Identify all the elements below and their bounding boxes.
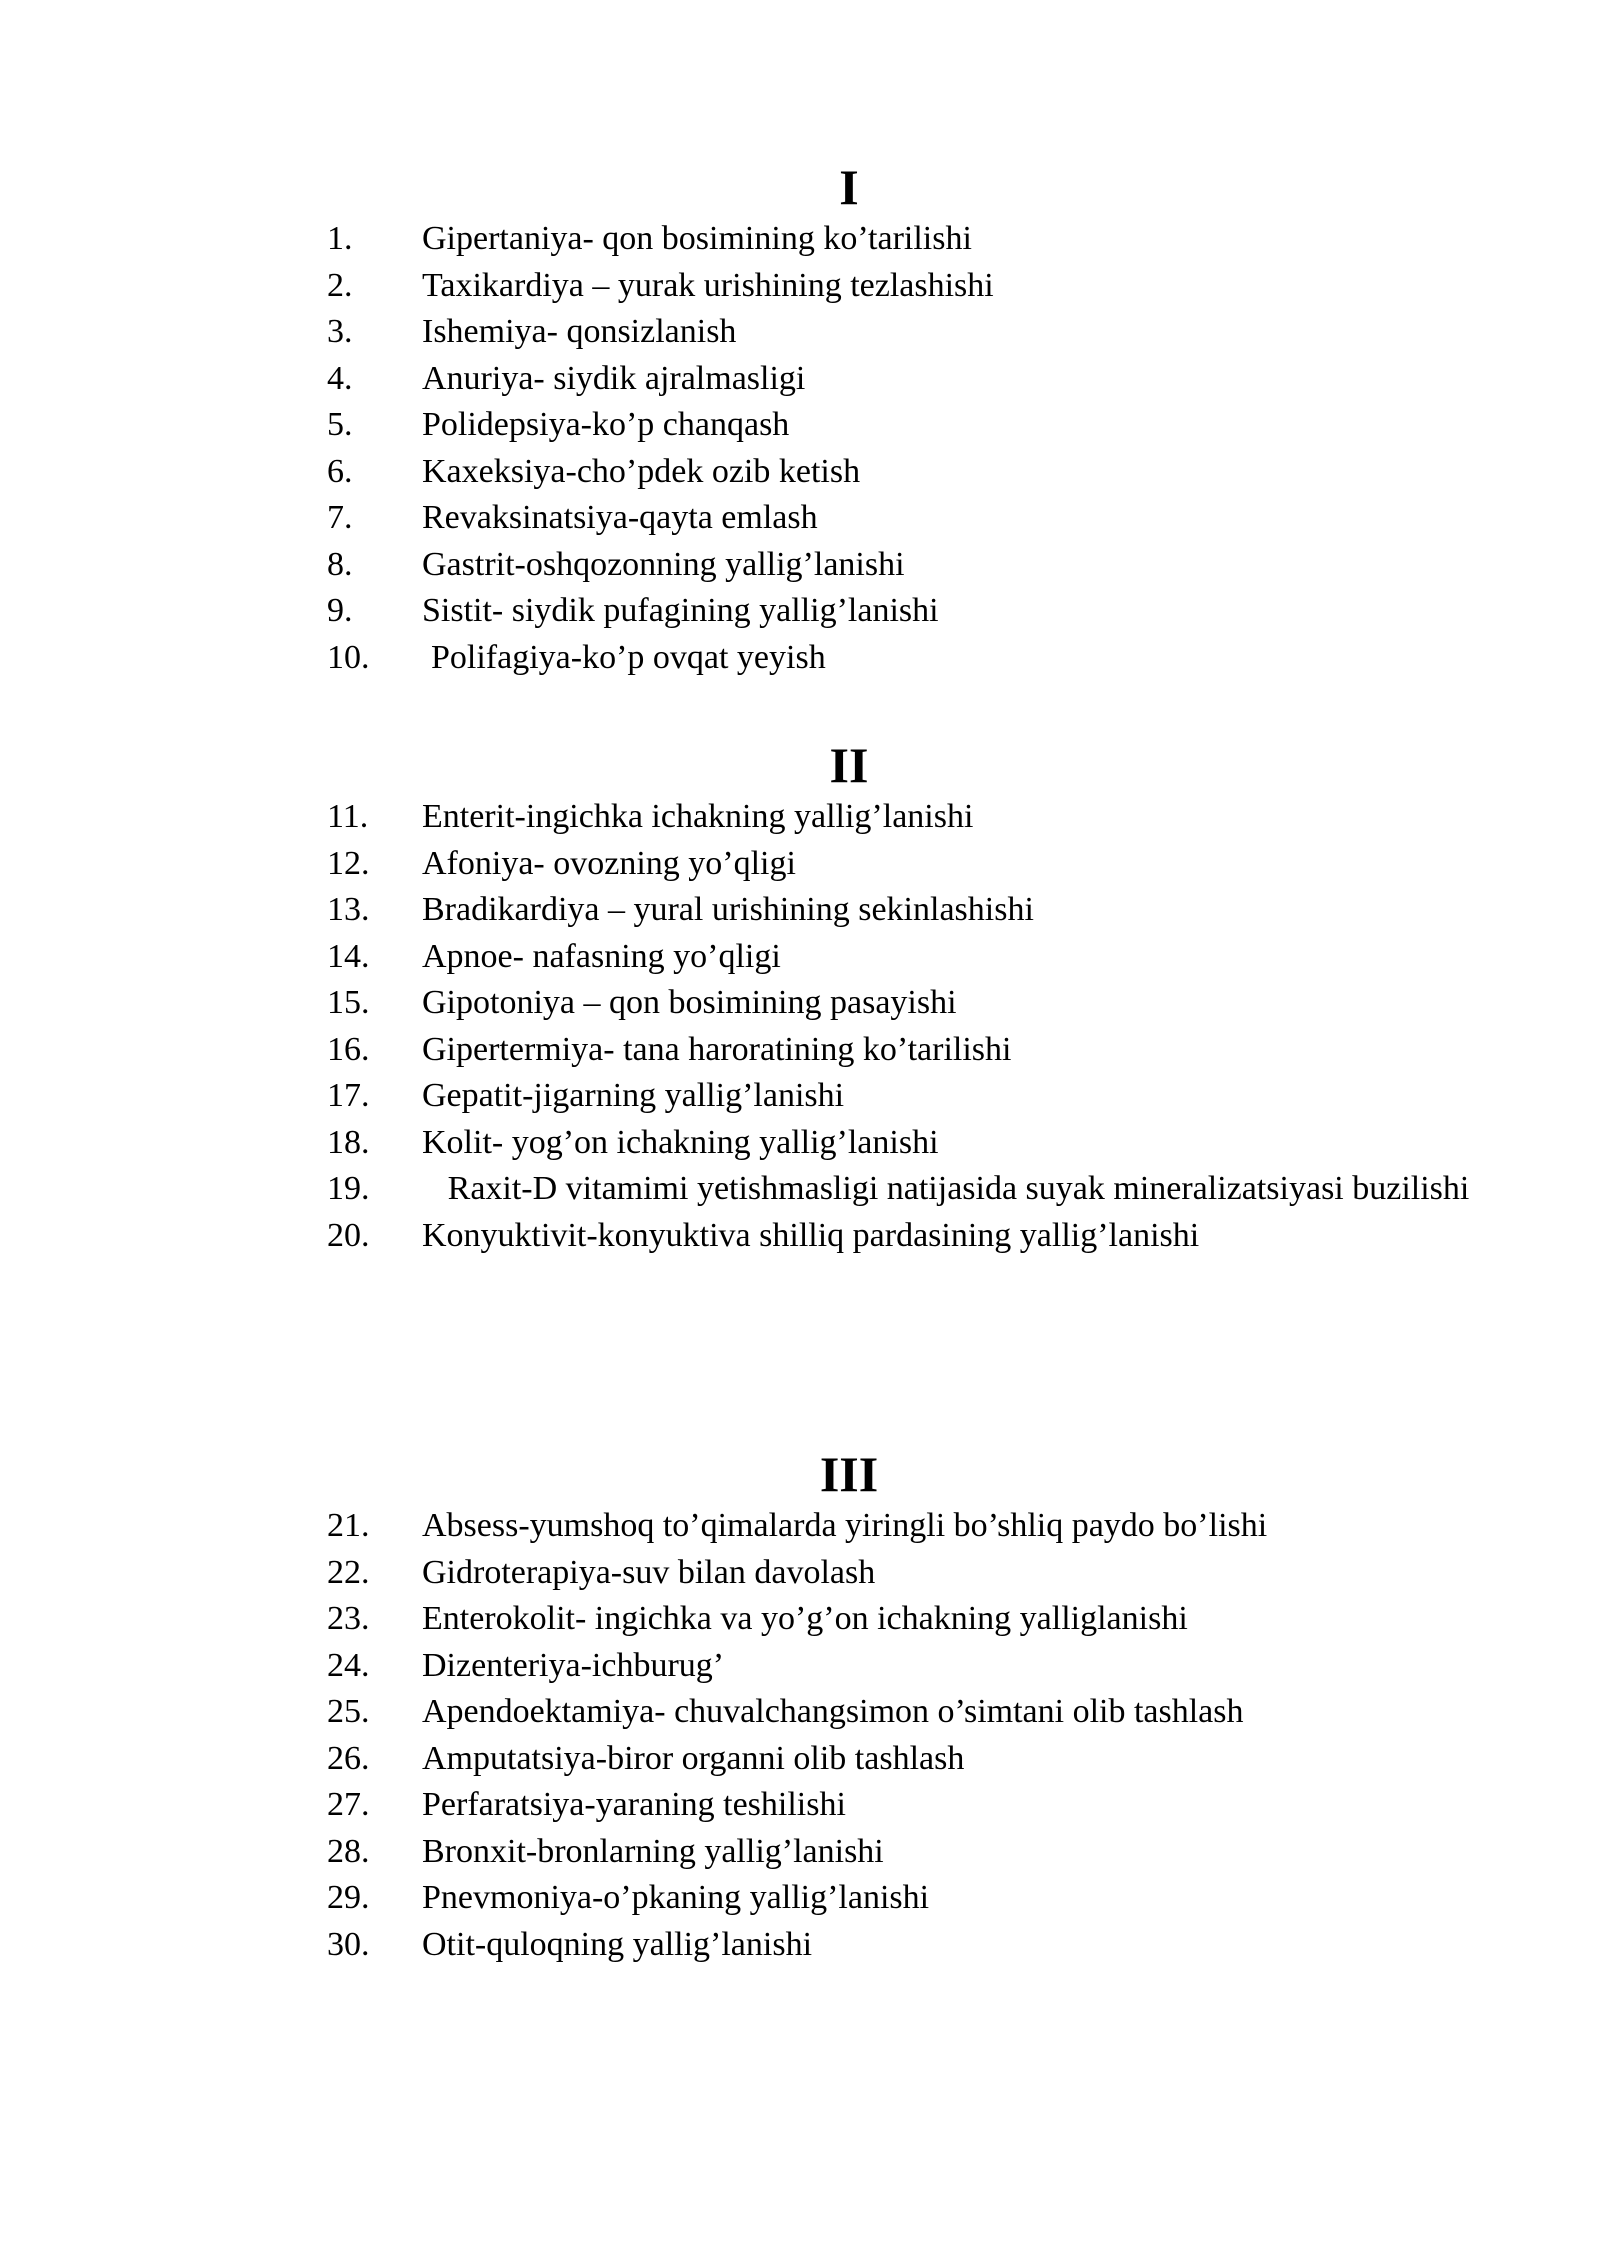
item-text: Gipotoniya – qon bosimining pasayishi — [422, 984, 957, 1021]
list-item — [0, 1922, 1600, 1969]
list-item — [0, 1027, 1600, 1074]
item-number: 5. — [327, 406, 353, 443]
term-list — [0, 216, 1600, 681]
list-item — [0, 588, 1600, 635]
item-number: 13. — [327, 891, 370, 928]
list-item — [0, 934, 1600, 981]
item-number: 29. — [327, 1879, 370, 1916]
item-text: Otit-quloqning yallig’lanishi — [422, 1925, 813, 1963]
item-text: Gidroterapiya-suv bilan davolash — [422, 1553, 876, 1591]
item-text: Konyuktivit-konyuktiva shilliq pardasining yallig’lanishi — [422, 1216, 1200, 1254]
list-item — [0, 1829, 1600, 1876]
item-number: 28. — [327, 1832, 370, 1870]
section-heading: I — [839, 159, 859, 215]
item-number: 4. — [327, 359, 353, 397]
item-number: 20. — [327, 1216, 370, 1254]
list-item — [0, 1689, 1600, 1736]
item-text: Apnoe- nafasning yo’qligi — [422, 937, 781, 975]
item-text: Gepatit-jigarning yallig’lanishi — [422, 1077, 845, 1114]
list-item — [0, 1073, 1600, 1120]
section-3 — [0, 1445, 1600, 1968]
item-number: 18. — [327, 1123, 370, 1161]
list-item — [0, 887, 1600, 934]
item-text: Sistit- siydik pufagining yallig’lanishi — [422, 592, 939, 629]
item-number: 2. — [327, 266, 353, 304]
term-list — [0, 794, 1600, 1259]
list-item — [0, 402, 1600, 449]
list-item — [0, 495, 1600, 542]
item-number: 15. — [327, 984, 370, 1021]
item-text: Raxit-D vitamimi yetishmasligi natijasida suyak mineralizatsiyasi buzilishi — [447, 1170, 1470, 1207]
list-item — [0, 449, 1600, 496]
item-text: Amputatsiya-biror organni olib tashlash — [422, 1739, 965, 1777]
list-item — [0, 263, 1600, 310]
item-text: Gipertaniya- qon bosimining ko’tarilishi — [422, 220, 972, 257]
item-number: 8. — [327, 545, 353, 583]
item-text: Bronxit-bronlarning yallig’lanishi — [422, 1832, 884, 1870]
item-number: 30. — [327, 1925, 370, 1963]
list-item — [0, 841, 1600, 888]
list-item — [0, 1213, 1600, 1260]
item-number: 21. — [327, 1507, 370, 1544]
list-item — [0, 1643, 1600, 1690]
item-text: Absess-yumshoq to’qimalarda yiringli bo’shliq paydo bo’lishi — [422, 1507, 1268, 1544]
item-number: 9. — [327, 592, 353, 629]
list-item — [0, 1782, 1600, 1829]
item-text: Perfaratsiya-yaraning teshilishi — [422, 1786, 846, 1823]
list-item — [0, 309, 1600, 356]
item-number: 11. — [327, 798, 369, 835]
item-text: Ishemiya- qonsizlanish — [422, 313, 737, 350]
list-item — [0, 356, 1600, 403]
item-number: 1. — [327, 220, 353, 257]
item-number: 10. — [327, 638, 370, 676]
list-item — [0, 216, 1600, 263]
list-item — [0, 794, 1600, 841]
item-text: Bradikardiya – yural urishining sekinlashishi — [422, 891, 1034, 928]
item-text: Enterokolit- ingichka va yo’g’on ichakning yalliglanishi — [422, 1600, 1188, 1637]
term-list — [0, 1503, 1600, 1968]
item-text: Polidepsiya-ko’p chanqash — [422, 406, 790, 443]
list-item — [0, 1503, 1600, 1550]
item-text: Polifagiya-ko’p ovqat yeyish — [431, 638, 826, 676]
section-heading: II — [829, 737, 869, 793]
item-number: 26. — [327, 1739, 370, 1777]
item-number: 14. — [327, 937, 370, 975]
item-number: 19. — [327, 1170, 370, 1207]
item-number: 16. — [327, 1030, 370, 1068]
item-text: Gastrit-oshqozonning yallig’lanishi — [422, 545, 905, 583]
item-text: Dizenteriya-ichburug’ — [422, 1646, 725, 1684]
list-item — [0, 542, 1600, 589]
item-text: Pnevmoniya-o’pkaning yallig’lanishi — [422, 1879, 930, 1916]
item-number: 24. — [327, 1646, 370, 1684]
item-text: Revaksinatsiya-qayta emlash — [422, 499, 818, 536]
list-item — [0, 635, 1600, 682]
list-item — [0, 1550, 1600, 1597]
section-2 — [0, 736, 1600, 1259]
section-1 — [0, 158, 1600, 681]
list-item — [0, 1736, 1600, 1783]
list-item — [0, 1596, 1600, 1643]
item-number: 3. — [327, 313, 353, 350]
item-number: 22. — [327, 1553, 370, 1591]
item-number: 17. — [327, 1077, 370, 1114]
item-text: Apendoektamiya- chuvalchangsimon o’simtani olib tashlash — [422, 1693, 1244, 1730]
item-number: 12. — [327, 844, 370, 882]
item-text: Taxikardiya – yurak urishining tezlashishi — [422, 266, 994, 304]
item-text: Anuriya- siydik ajralmasligi — [422, 359, 806, 397]
item-number: 27. — [327, 1786, 370, 1823]
item-number: 25. — [327, 1693, 370, 1730]
item-text: Kaxeksiya-cho’pdek ozib ketish — [422, 452, 861, 490]
item-number: 7. — [327, 499, 353, 536]
item-text: Afoniya- ovozning yo’qligi — [422, 844, 796, 882]
item-number: 23. — [327, 1600, 370, 1637]
section-heading: III — [819, 1446, 879, 1502]
list-item — [0, 1166, 1600, 1213]
list-item — [0, 980, 1600, 1027]
list-item — [0, 1875, 1600, 1922]
item-text: Kolit- yog’on ichakning yallig’lanishi — [422, 1123, 939, 1161]
item-number: 6. — [327, 452, 353, 490]
list-item — [0, 1120, 1600, 1167]
item-text: Enterit-ingichka ichakning yallig’lanishi — [422, 798, 974, 835]
item-text: Gipertermiya- tana haroratining ko’tarilishi — [422, 1030, 1012, 1068]
